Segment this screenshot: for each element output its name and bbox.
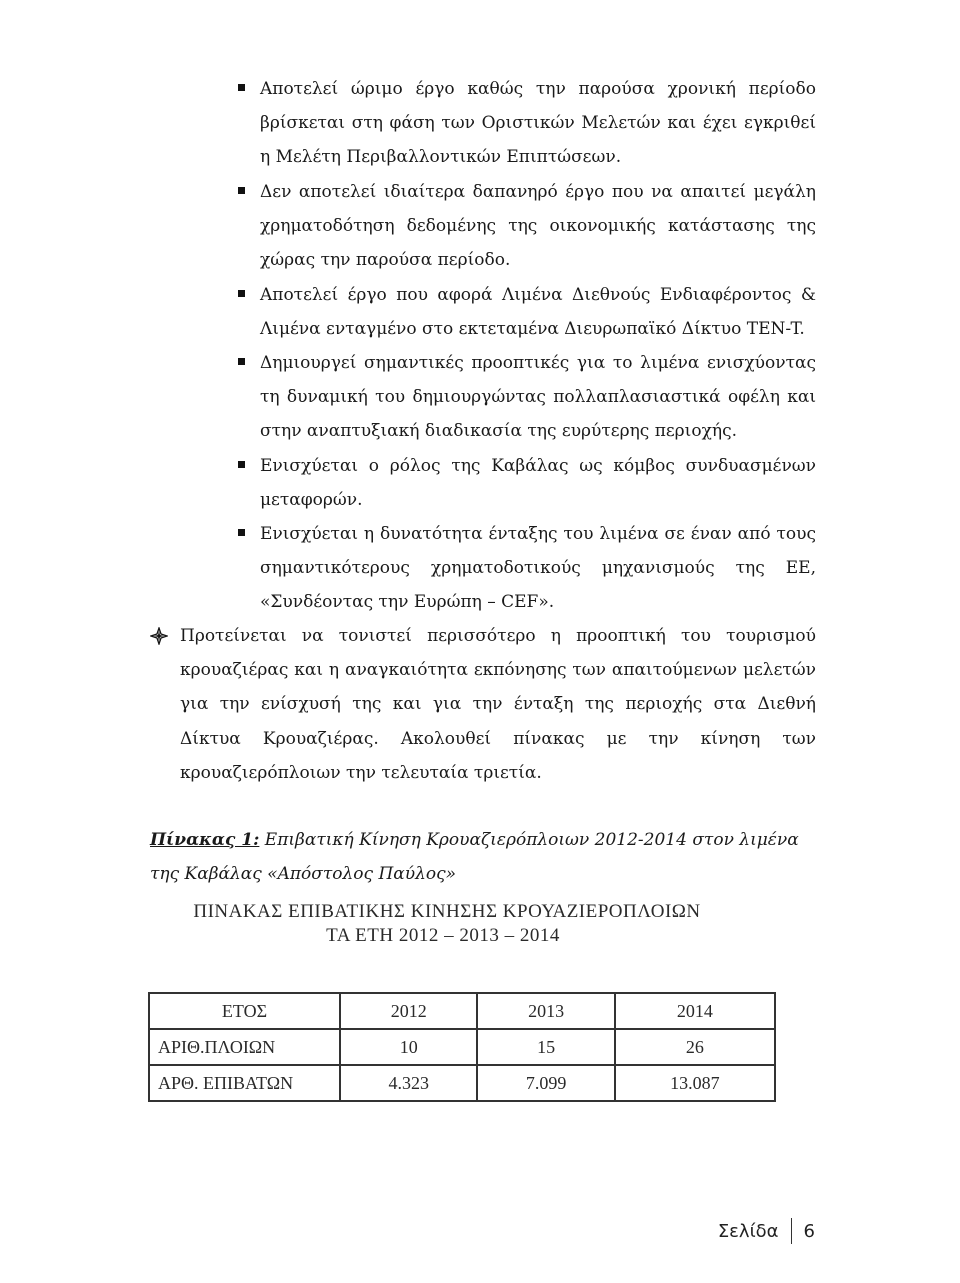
- bullet-item: [260, 517, 816, 620]
- square-bullet-icon: [238, 529, 245, 536]
- bullet-item: [260, 72, 816, 175]
- scan-title-line-1: ΠΙΝΑΚΑΣ ΕΠΙΒΑΤΙΚΗΣ ΚΙΝΗΣΗΣ ΚΡΟΥΑΖΙΕΡΟΠΛΟΙΩΝ: [193, 901, 701, 922]
- table-cell: 10: [340, 1029, 477, 1065]
- page-number: 6: [803, 1220, 815, 1242]
- row-label: ΑΡΘ. ΕΠΙΒΑΤΩΝ: [149, 1065, 340, 1101]
- square-bullet-icon: [238, 84, 245, 91]
- table-header-cell: 2012: [340, 993, 477, 1029]
- scan-title-line-2: ΤΑ ΕΤΗ 2012 – 2013 – 2014: [326, 925, 560, 946]
- table-caption: [150, 823, 816, 891]
- table-cell: 7.099: [477, 1065, 614, 1101]
- cruise-stats-table: [148, 992, 776, 1102]
- square-bullet-icon: [238, 461, 245, 468]
- bullet-text: Αποτελεί ώριμο έργο καθώς την παρούσα χρονική περίοδο βρίσκεται στη φάση των Οριστικών Μελετών και έχει εγκριθεί η Μελέτη Περιβαλλοντικών Επιπτώσεων.: [260, 79, 816, 168]
- bullet-text: Δεν αποτελεί ιδιαίτερα δαπανηρό έργο που να απαιτεί μεγάλη χρηματοδότηση δεδομένης της οικονομικής κατάστασης της χώρας την παρούσα περίοδο.: [260, 182, 816, 271]
- footer-divider: [791, 1218, 792, 1244]
- bullet-text: Ενισχύεται η δυνατότητα ένταξης του λιμένα σε έναν από τους σημαντικότερους χρηματοδοτικούς μηχανισμούς της ΕΕ, «Συνδέοντας την Ευρώπη – CEF».: [260, 524, 816, 613]
- bullet-item: [260, 175, 816, 278]
- caption-label: Πίνακας 1:: [150, 830, 260, 850]
- table-header-cell: 2013: [477, 993, 614, 1029]
- square-bullet-icon: [238, 290, 245, 297]
- caption-text: Επιβατική Κίνηση Κρουαζιερόπλοιων 2012-2014 στον λιμένα της Καβάλας «Απόστολος Παύλος»: [150, 830, 799, 884]
- bullet-text: Αποτελεί έργο που αφορά Λιμένα Διεθνούς Ενδιαφέροντος & Λιμένα ενταγμένο στο εκτεταμένα Διευρωπαϊκό Δίκτυο TEN-T.: [260, 285, 816, 340]
- table-row: [149, 1065, 775, 1101]
- bullet-item: [260, 278, 816, 346]
- table-cell: 15: [477, 1029, 614, 1065]
- table-header-row: [149, 993, 775, 1029]
- diamond-bullet-icon: [150, 627, 168, 645]
- table-cell: 4.323: [340, 1065, 477, 1101]
- bullet-item: [260, 449, 816, 517]
- table-header-cell: 2014: [615, 993, 775, 1029]
- page-footer: [718, 1218, 815, 1244]
- page-label: Σελίδα: [717, 1220, 779, 1242]
- table-row: [149, 1029, 775, 1065]
- row-label: ΑΡΙΘ.ΠΛΟΙΩΝ: [149, 1029, 340, 1065]
- table-header-cell: ΕΤΟΣ: [149, 993, 340, 1029]
- square-bullet-icon: [238, 187, 245, 194]
- main-bullet-text: Προτείνεται να τονιστεί περισσότερο η προοπτική του τουρισμού κρουαζιέρας και η αναγκαιότητα εκπόνησης των απαιτούμενων μελετών για την ενίσχυσή της και για την ένταξη της περιοχής στα Διεθνή Δίκτυα Κρουαζιέρας. Ακολουθεί πίνακας με την κίνηση των κρουαζιερόπλοιων την τελευταία τριετία.: [180, 626, 816, 783]
- bullet-item: [260, 346, 816, 449]
- bullet-text: Ενισχύεται ο ρόλος της Καβάλας ως κόμβος συνδυασμένων μεταφορών.: [260, 456, 816, 511]
- square-bullet-icon: [238, 358, 245, 365]
- table-cell: 26: [615, 1029, 775, 1065]
- bullet-text: Δημιουργεί σημαντικές προοπτικές για το λιμένα ενισχύοντας τη δυναμική του δημιουργώντας πολλαπλασιαστικά οφέλη και στην αναπτυξιακή διαδικασία της ευρύτερης περιοχής.: [260, 353, 816, 442]
- scanned-table-image: [148, 896, 782, 1116]
- table-cell: 13.087: [615, 1065, 775, 1101]
- main-bullet: [180, 619, 816, 790]
